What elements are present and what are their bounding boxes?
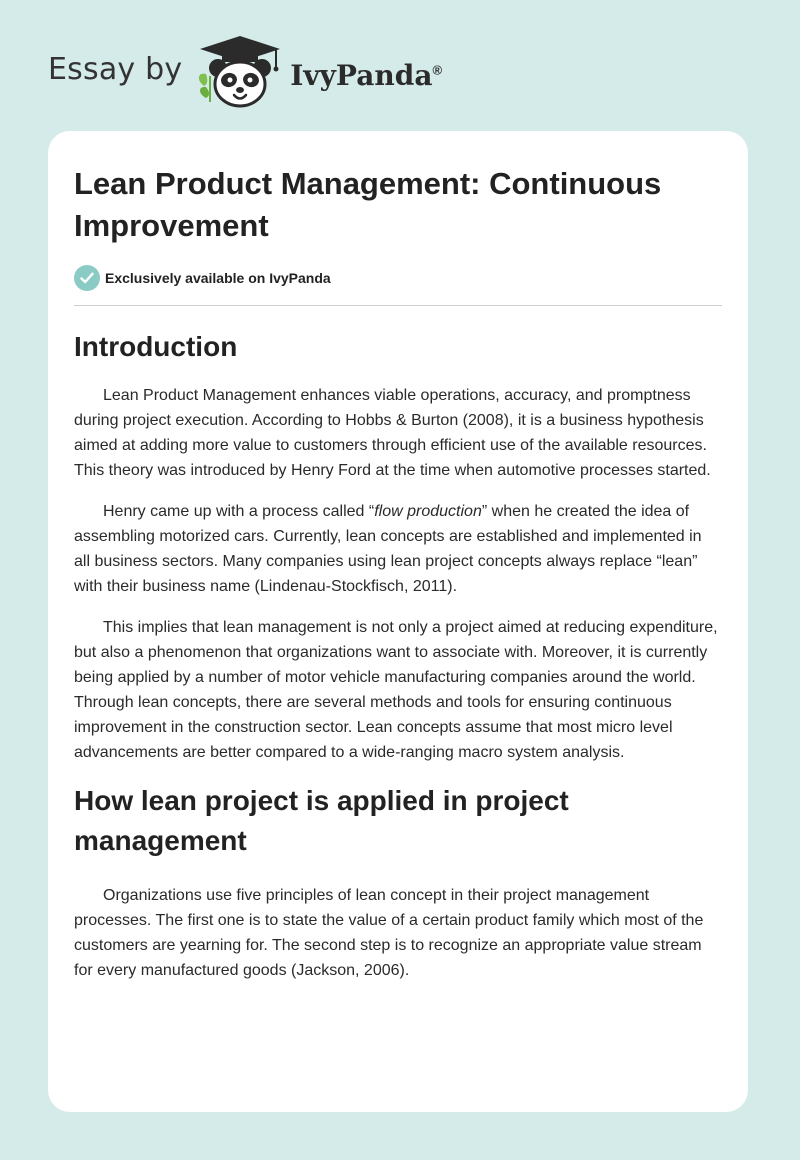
- article-card: [48, 131, 748, 1112]
- exclusive-badge-label: Exclusively available on IvyPanda: [105, 270, 331, 286]
- paragraph: Lean Product Management enhances viable operations, accuracy, and promptness during project execution. According to Hobbs & Burton (2008), it is a business hypothesis aimed at adding more value to customers through efficient use of the available resources. This theory was introduced by Henry Ford at the time when automotive processes started.: [74, 387, 711, 479]
- brand-name[interactable]: [290, 59, 442, 92]
- essay-by-label: Essay by: [48, 51, 183, 87]
- registered-mark: ®: [432, 62, 443, 78]
- paragraph-emphasis: flow production: [374, 503, 482, 520]
- brand-label: IvyPanda: [290, 58, 433, 92]
- paragraph-text: Henry came up with a process called “: [103, 503, 375, 520]
- check-icon: [74, 265, 100, 291]
- section-heading-introduction: Introduction: [74, 331, 238, 362]
- article-title: Lean Product Management: Continuous Improvement: [74, 166, 662, 243]
- section-heading-how-lean-applied: How lean project is applied in project management: [74, 785, 569, 856]
- exclusive-badge: [74, 263, 722, 293]
- title-divider: [74, 305, 722, 306]
- panda-graduate-icon[interactable]: [196, 32, 284, 112]
- paragraph: [74, 499, 722, 599]
- paragraph: Organizations use five principles of lean concept in their project management processes. The first one is to state the value of a certain product family which most of the customers are yearning for. The second step is to recognize an appropriate value stream for every manufactured goods (Jackson, 2006).: [74, 887, 704, 979]
- site-header: [48, 32, 442, 112]
- paragraph: This implies that lean management is not only a project aimed at reducing expenditure, but also a phenomenon that organizations want to associate with. Moreover, it is currently being applied by a number of motor vehicle manufacturing companies around the world. Through lean concepts, there are several methods and tools for ensuring continuous improvement in the construction sector. Lean concepts assume that most micro level advancements are better compared to a wide-ranging macro system analysis.: [74, 619, 718, 761]
- paragraph-text: ” when he created the idea of assembling motorized cars. Currently, lean concepts are established and implemented in all business sectors. Many companies using lean project concepts always replace “lean” with their business name (Lindenau-Stockfisch, 2011).: [74, 503, 702, 595]
